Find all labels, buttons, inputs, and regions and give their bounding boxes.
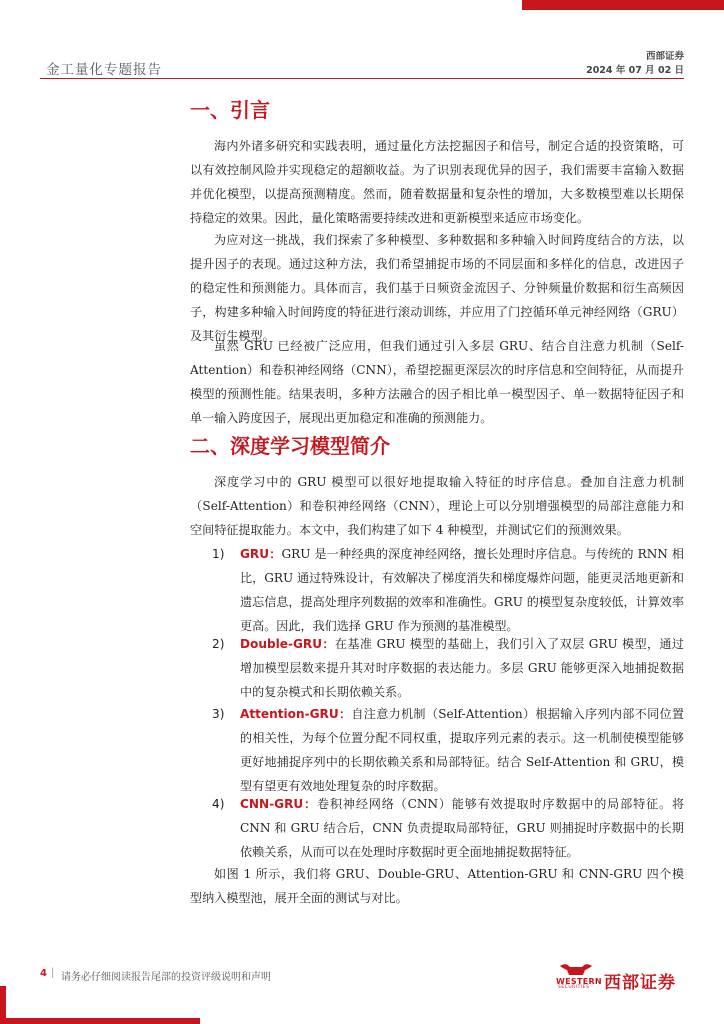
logo-english: WESTERN [556, 977, 602, 986]
model-description-gru: GRU 是一种经典的深度神经网络，擅长处理时序信息。与传统的 RNN 相比，GRU 通过特殊设计，有效解决了梯度消失和梯度爆炸问题，能更灵活地更新和遗忘信息，提高处理序列数据的效率和准确性。GRU 的模型复杂度较低，计算效率更高。因此，我们选择 GRU 作为预测的基准模型。 [240, 547, 684, 633]
intro-paragraph-1: 海内外诸多研究和实践表明，通过量化方法挖掘因子和信号，制定合适的投资策略，可以有效控制风险并实现稳定的超额收益。为了识别表现优异的因子，我们需要丰富输入数据并优化模型，以提高预测精度。然而，随着数据量和复杂性的增加，大多数模型难以长期保持稳定的效果。因此，量化策略需要持续改进和更新模型来适应市场变化。 [190, 139, 684, 225]
model-term-attention-gru: Attention-GRU： [240, 707, 352, 721]
models-intro-paragraph: 深度学习中的 GRU 模型可以很好地提取输入特征的时序信息。叠加自注意力机制（Self-Attention）和卷积神经网络（CNN），理论上可以分别增强模型的局部注意能力和空间特征提取能力。本文中，我们构建了如下 4 种模型，并测试它们的预测效果。 [190, 475, 684, 537]
list-number: 4) [212, 797, 225, 811]
section-title-models: 二、深度学习模型简介 [190, 434, 390, 458]
list-body [240, 792, 684, 864]
list-body [240, 632, 684, 704]
model-term-gru: GRU： [240, 547, 282, 561]
section-title-intro: 一、引言 [190, 98, 270, 122]
corner-accent-top [522, 0, 724, 10]
header-divider [40, 78, 684, 79]
header-meta [586, 50, 684, 78]
logo-chinese: 西部证券 [604, 973, 676, 993]
header-date: 2024 年 07 月 02 日 [586, 65, 684, 76]
models-outro-paragraph: 如图 1 所示，我们将 GRU、Double-GRU、Attention-GRU 和 CNN-GRU 四个模型纳入模型池，展开全面的测试与对比。 [190, 867, 684, 905]
corner-accent-bottom-horizontal [0, 1018, 200, 1024]
model-description-attention-gru: 自注意力机制（Self-Attention）根据输入序列内部不同位置的相关性，为每个位置分配不同权重，提取序列元素的表示。这一机制使模型能够更好地捕捉序列中的长期依赖关系和局部特征。结合 Self-Attention 和 GRU，模型有望更有效地处理复杂的时序数据。 [240, 707, 684, 793]
page-number: 4 [40, 968, 47, 979]
list-body [240, 542, 684, 638]
intro-paragraph-2: 为应对这一挑战，我们探索了多种模型、多种数据和多种输入时间跨度结合的方法，以提升因子的表现。通过这种方法，我们希望捕捉市场的不同层面和多样化的信息，改进因子的稳定性和预测能力。具体而言，我们基于日频资金流因子、分钟频量价数据和衍生高频因子，构建多种输入时间跨度的特征进行滚动训练，并应用了门控循环单元神经网络（GRU）及其衍生模型。 [190, 233, 684, 343]
model-term-cnn-gru: CNN-GRU： [240, 797, 317, 811]
intro-paragraph-3: 虽然 GRU 已经被广泛应用，但我们通过引入多层 GRU、结合自注意力机制（Self-Attention）和卷积神经网络（CNN），希望挖掘更深层次的时序信息和空间特征，从而提升模型的预测性能。结果表明，多种方法融合的因子相比单一模型因子、单一数据特征因子和单一输入跨度因子，展现出更加稳定和准确的预测能力。 [190, 339, 684, 425]
footer-separator: | [51, 967, 55, 978]
model-term-double-gru: Double-GRU： [240, 637, 335, 651]
list-number: 3) [212, 707, 225, 721]
model-description-cnn-gru: 卷积神经网络（CNN）能够有效提取时序数据中的局部特征。将 CNN 和 GRU 结合后，CNN 负责提取局部特征，GRU 则捕捉时序数据中的长期依赖关系，从而可以在处理时序数据时更全面地捕捉数据特征。 [240, 797, 684, 859]
logo-english-sub: SECURITIES [558, 985, 590, 990]
model-description-double-gru: 在基准 GRU 模型的基础上，我们引入了双层 GRU 模型，通过增加模型层数来提升其对时序数据的表达能力。多层 GRU 能够更深入地捕捉数据中的复杂模式和长期依赖关系。 [240, 637, 685, 699]
report-category: 金工量化专题报告 [46, 62, 162, 78]
list-number: 2) [212, 637, 225, 651]
list-body [240, 702, 684, 798]
list-number: 1) [212, 547, 225, 561]
header-company: 西部证券 [645, 51, 684, 62]
footer-disclaimer: 请务必仔细阅读报告尾部的投资评级说明和声明 [61, 972, 271, 983]
company-logo [556, 960, 686, 993]
